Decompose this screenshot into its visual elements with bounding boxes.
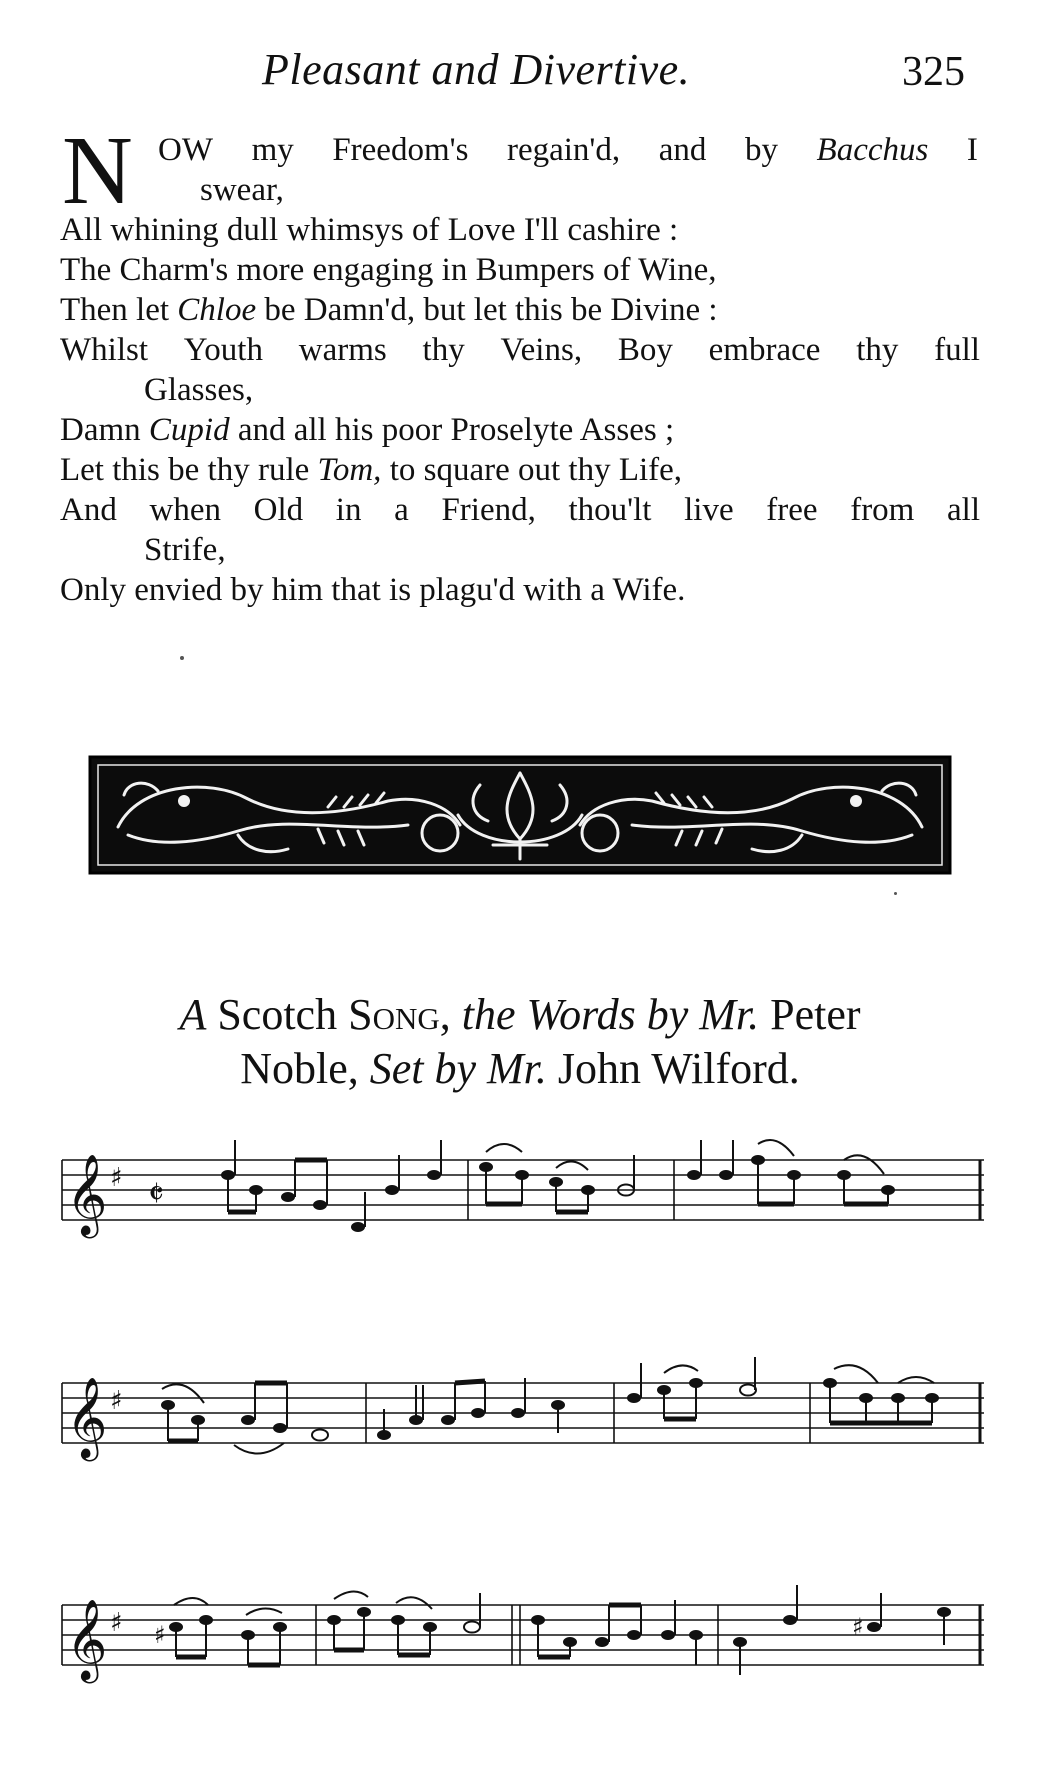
word: Veins, (500, 332, 583, 368)
text: to square out thy Life, (381, 452, 683, 488)
poem-line-5-continuation: Glasses, (144, 372, 254, 408)
name-italic: Cupid (148, 412, 230, 448)
text: Damn (60, 412, 149, 448)
title-word: John Wilford. (557, 1044, 800, 1093)
poem-line-1-continuation: swear, (200, 172, 284, 208)
svg-text:𝄞: 𝄞 (66, 1376, 108, 1458)
poem-line-5 (60, 330, 980, 370)
title-word: Song, (348, 990, 451, 1039)
word: Whilst (60, 332, 148, 368)
word: my (251, 132, 294, 168)
poem-line-7 (60, 450, 980, 490)
word: Youth (183, 332, 263, 368)
name-italic: Chloe (177, 292, 257, 328)
word: warms (298, 332, 387, 368)
svg-text:♯: ♯ (852, 1613, 864, 1641)
word: Freedom's (332, 132, 469, 168)
print-speck (180, 656, 184, 660)
title-italic: Set by Mr. (369, 1044, 547, 1093)
word-italic: Bacchus (816, 132, 929, 168)
word: embrace (708, 332, 821, 368)
title-word: Scotch (217, 990, 338, 1039)
svg-text:♯: ♯ (110, 1608, 123, 1638)
word: Friend, (441, 492, 536, 528)
song-title (40, 988, 1000, 1096)
running-title: Pleasant and Divertive. (262, 45, 691, 94)
word: full (934, 332, 980, 368)
title-italic: the Words by Mr. (461, 990, 760, 1039)
word: thy (856, 332, 899, 368)
svg-text:♯: ♯ (154, 1621, 166, 1649)
title-word: Noble, (240, 1044, 359, 1093)
drop-cap: N (62, 117, 133, 225)
poem-line-9: Only envied by him that is plagu'd with a Wife. (60, 572, 686, 608)
text: Let this be thy rule (60, 452, 318, 488)
text: be Damn'd, but let this be Divine : (256, 292, 718, 328)
word: regain'd, (506, 132, 621, 168)
word: Boy (617, 332, 673, 368)
word: And (60, 492, 117, 528)
svg-text:𝄵: 𝄵 (148, 1174, 165, 1215)
print-speck (894, 892, 897, 895)
text: and all his poor Proselyte Asses ; (229, 412, 675, 448)
poem-line-1 (60, 117, 980, 225)
poem-line-4 (60, 290, 980, 330)
word: a (394, 492, 409, 528)
page-number: 325 (902, 49, 965, 95)
word: thou'lt (568, 492, 652, 528)
word: OW (158, 132, 213, 168)
page-header (0, 44, 1041, 104)
word: in (335, 492, 362, 528)
text: Then let (60, 292, 178, 328)
svg-text:𝄞: 𝄞 (66, 1598, 108, 1680)
word: I (966, 132, 978, 168)
poem-line-8-continuation: Strife, (144, 532, 226, 568)
music-staff-2 (58, 1353, 988, 1493)
svg-text:♯: ♯ (110, 1163, 123, 1193)
poem-line-2: All whining dull whimsys of Love I'll cashire : (60, 212, 679, 248)
word: all (947, 492, 980, 528)
poem (60, 117, 980, 610)
music-staff-3 (58, 1575, 988, 1715)
word: live (684, 492, 734, 528)
poem-line-1-words (158, 130, 978, 170)
word: free (766, 492, 818, 528)
word: from (850, 492, 915, 528)
title-word: Peter (770, 990, 861, 1039)
svg-text:♯: ♯ (110, 1386, 123, 1416)
word: thy (422, 332, 465, 368)
dolphin-ornament-band (88, 755, 952, 875)
word: Old (253, 492, 304, 528)
word: and (658, 132, 707, 168)
poem-line-3: The Charm's more engaging in Bumpers of Wine, (60, 252, 717, 288)
name-italic: Tom, (317, 452, 382, 488)
word: by (744, 132, 778, 168)
poem-line-8 (60, 490, 980, 530)
word: when (149, 492, 221, 528)
music-staff-1 (58, 1130, 988, 1270)
svg-text:𝄞: 𝄞 (66, 1153, 108, 1235)
poem-line-6 (60, 410, 980, 450)
title-a: A (179, 990, 207, 1039)
